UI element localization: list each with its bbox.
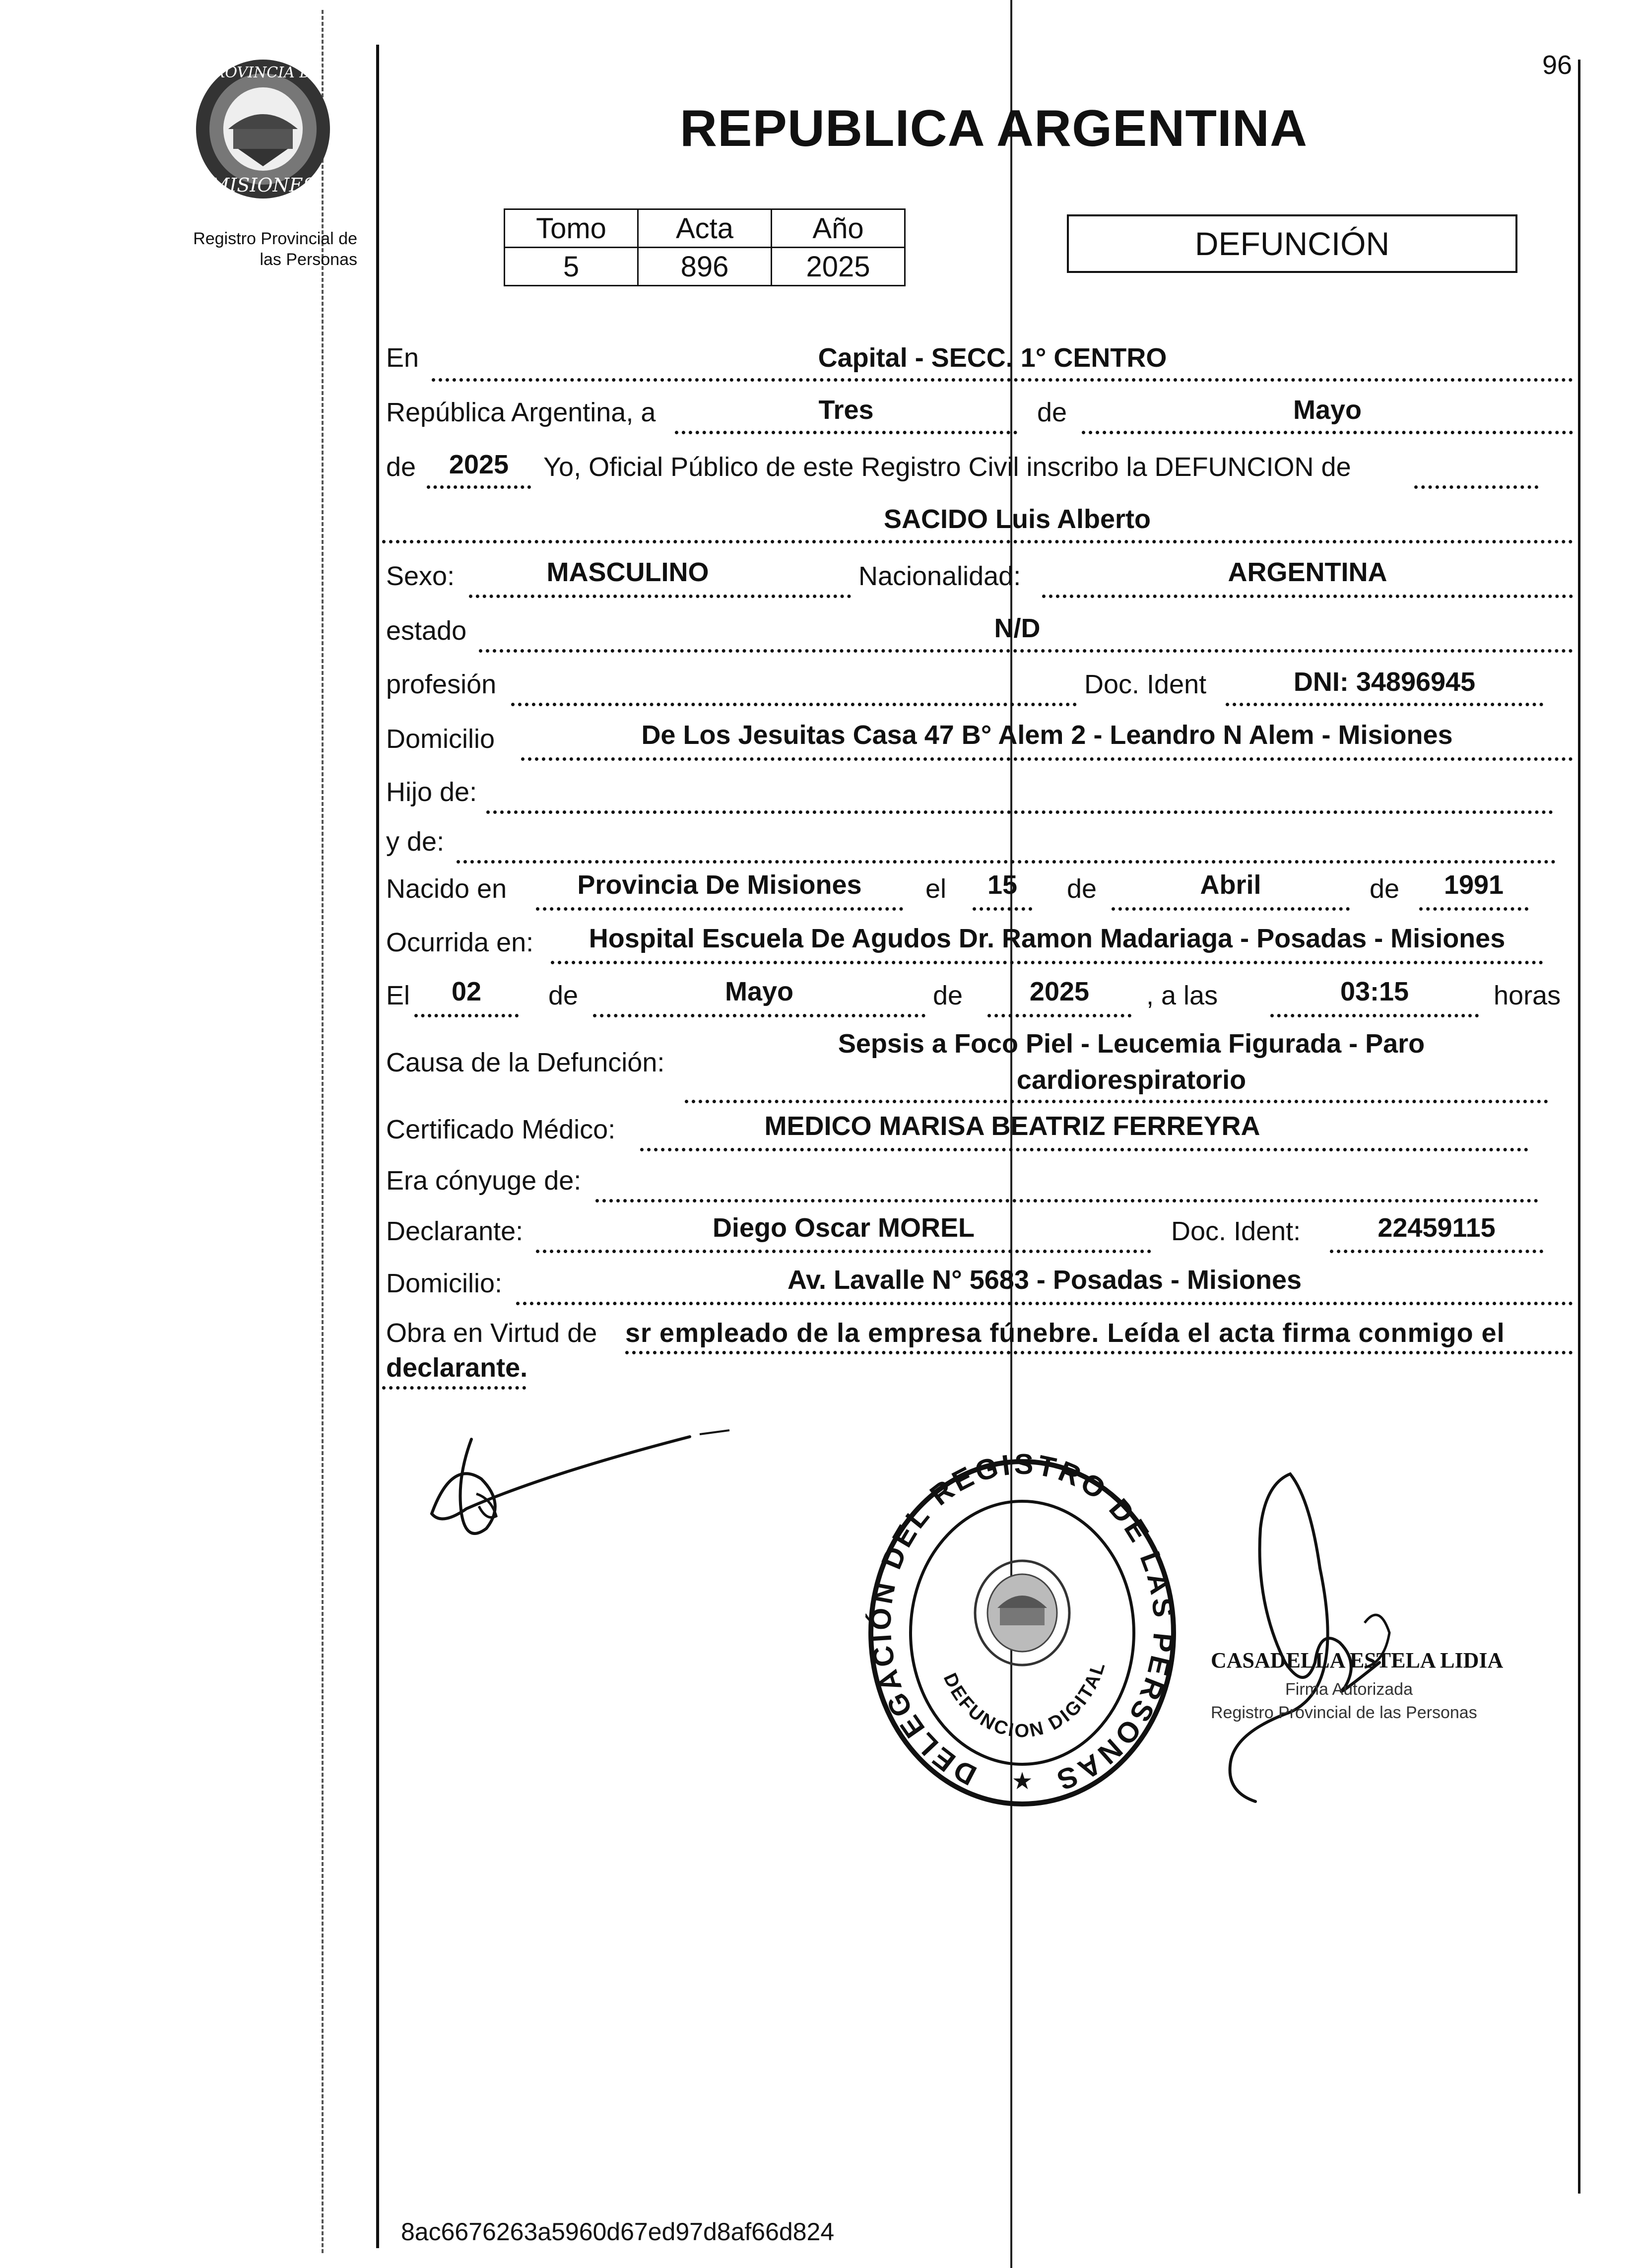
death-year-line — [987, 1014, 1131, 1017]
year-line — [427, 485, 531, 489]
registry-label — [159, 228, 357, 270]
doc-ident-label: Doc. Ident — [1084, 669, 1207, 699]
causa-line1: Sepsis a Foco Piel - Leucemia Figurada - Paro — [838, 1029, 1425, 1059]
obra-value-line2: declarante. — [386, 1353, 528, 1383]
signatory-role-line2: Registro Provincial de las Personas — [1211, 1703, 1477, 1722]
nacido-label: Nacido en — [386, 874, 507, 904]
birth-day-value: 15 — [987, 870, 1018, 900]
domicilio-line — [521, 757, 1573, 761]
de-label-2: de — [386, 452, 416, 482]
sexo-value: MASCULINO — [546, 557, 709, 587]
document-hash: 8ac6676263a5960d67ed97d8af66d824 — [401, 2218, 835, 2246]
en-value: Capital - SECC. 1° CENTRO — [818, 343, 1167, 373]
stamp-emblem-icon — [975, 1561, 1069, 1665]
ocurrida-line — [551, 961, 1543, 964]
svg-text:PROVINCIA DE: PROVINCIA DE — [203, 64, 323, 81]
de-label-6: de — [933, 981, 963, 1010]
province-seal — [191, 55, 335, 203]
domicilio-label: Domicilio — [386, 724, 495, 754]
registry-stamp — [863, 1449, 1181, 1816]
page-title: REPUBLICA ARGENTINA — [680, 100, 1308, 157]
oficial-tail-line — [1414, 485, 1538, 489]
tomo-value: 5 — [505, 248, 638, 286]
causa-line — [685, 1100, 1548, 1103]
obra-line1 — [625, 1351, 1573, 1354]
y-de-line — [457, 860, 1556, 864]
de-label-3: de — [1067, 874, 1097, 904]
hijo-line — [486, 810, 1553, 814]
declarante-line — [536, 1250, 1151, 1253]
en-label: En — [386, 343, 419, 373]
ano-value: 2025 — [772, 248, 905, 286]
oficial-text: Yo, Oficial Público de este Registro Civil inscribo la DEFUNCION de — [543, 452, 1351, 482]
causa-line2: cardiorespiratorio — [1016, 1065, 1247, 1095]
page-number: 96 — [1542, 50, 1573, 80]
nacido-line — [536, 907, 903, 911]
right-margin-rule — [1578, 60, 1580, 2194]
ocurrida-label: Ocurrida en: — [386, 928, 534, 957]
birth-year-value: 1991 — [1444, 870, 1504, 900]
profesion-line — [511, 703, 1077, 706]
day-word-line — [675, 431, 1017, 434]
estado-value: N/D — [994, 613, 1041, 643]
registry-label-line2: las Personas — [260, 250, 357, 269]
obra-label: Obra en Virtud de — [386, 1318, 597, 1348]
death-day-line — [414, 1014, 519, 1017]
nacionalidad-value: ARGENTINA — [1228, 557, 1387, 587]
domicilio2-label: Domicilio: — [386, 1268, 503, 1298]
causa-label: Causa de la Defunción: — [386, 1048, 665, 1077]
nacionalidad-label: Nacionalidad: — [858, 561, 1021, 591]
ocurrida-value: Hospital Escuela De Agudos Dr. Ramon Madariaga - Posadas - Misiones — [589, 924, 1506, 953]
republica-label: República Argentina, a — [386, 398, 656, 427]
sexo-label: Sexo: — [386, 561, 455, 591]
death-month-value: Mayo — [724, 977, 794, 1006]
nacionalidad-line — [1042, 595, 1573, 598]
death-month-line — [593, 1014, 925, 1017]
doc-ident-line — [1226, 703, 1543, 706]
tomo-header: Tomo — [505, 209, 638, 248]
declarant-signature — [422, 1419, 769, 1578]
birth-month-line — [1112, 907, 1350, 911]
de-label-4: de — [1370, 874, 1400, 904]
month-word-value: Mayo — [1293, 395, 1362, 425]
left-margin-rule — [376, 45, 379, 2248]
sexo-line — [469, 595, 851, 598]
y-de-label: y de: — [386, 827, 445, 857]
certificado-label: Certificado Médico: — [386, 1115, 616, 1144]
a-las-label: , a las — [1146, 981, 1218, 1010]
de-label-5: de — [548, 981, 579, 1010]
death-time-value: 03:15 — [1340, 977, 1409, 1006]
certificado-value: MEDICO MARISA BEATRIZ FERREYRA — [764, 1111, 1260, 1141]
estado-line — [479, 649, 1573, 653]
registry-label-line1: Registro Provincial de — [193, 229, 357, 248]
birth-month-value: Abril — [1200, 870, 1261, 900]
death-year-value: 2025 — [1029, 977, 1090, 1006]
reference-value-row — [505, 248, 905, 286]
en-line — [432, 378, 1573, 382]
year-value: 2025 — [449, 450, 509, 479]
declarante-doc-line — [1330, 1250, 1543, 1253]
official-signature — [1216, 1454, 1424, 1811]
doc-ident-value: DNI: 34896945 — [1293, 667, 1476, 697]
declarante-doc-value: 22459115 — [1378, 1213, 1496, 1243]
signatory-role-line1: Firma Autorizada — [1285, 1680, 1413, 1699]
record-type-box: DEFUNCIÓN — [1067, 214, 1517, 273]
svg-text:DELEGACIÓN DEL REGISTRO DE LAS: DELEGACIÓN DEL REGISTRO DE LAS PERSONAS — [864, 1449, 1180, 1798]
death-day-value: 02 — [451, 977, 482, 1006]
stamp-star-icon: ★ — [1011, 1768, 1033, 1795]
misiones-seal-emblem — [191, 55, 335, 203]
ano-header: Año — [772, 209, 905, 248]
obra-line2 — [382, 1386, 526, 1390]
hijo-label: Hijo de: — [386, 777, 477, 807]
svg-text:DEFUNCION DIGITAL: DEFUNCION DIGITAL — [939, 1658, 1110, 1742]
profesion-label: profesión — [386, 669, 497, 699]
birth-year-line — [1419, 907, 1528, 911]
deceased-name: SACIDO Luis Alberto — [883, 504, 1151, 534]
death-time-line — [1270, 1014, 1479, 1017]
acta-value: 896 — [638, 248, 772, 286]
month-word-line — [1082, 431, 1573, 434]
conyuge-line — [595, 1199, 1538, 1202]
obra-value-line1: sr empleado de la empresa fúnebre. Leída el acta firma conmigo el — [625, 1318, 1505, 1348]
estado-label: estado — [386, 616, 467, 646]
left-dashed-rule — [322, 10, 324, 2253]
birth-day-line — [973, 907, 1032, 911]
conyuge-label: Era cónyuge de: — [386, 1166, 582, 1196]
de-label-1: de — [1037, 398, 1067, 427]
el-label: el — [925, 874, 947, 904]
declarante-label: Declarante: — [386, 1216, 524, 1246]
reference-header-row — [505, 209, 905, 248]
certificado-line — [640, 1148, 1528, 1151]
svg-text:MISIONES: MISIONES — [210, 174, 316, 196]
declarante-value: Diego Oscar MOREL — [712, 1213, 975, 1243]
nacido-value: Provincia De Misiones — [577, 870, 862, 900]
deceased-name-line — [382, 540, 1573, 543]
el-upper-label: El — [386, 981, 410, 1010]
signatory-name: CASADELLA ESTELA LIDIA — [1211, 1648, 1504, 1672]
domicilio-value: De Los Jesuitas Casa 47 B° Alem 2 - Leandro N Alem - Misiones — [641, 720, 1453, 750]
domicilio2-value: Av. Lavalle N° 5683 - Posadas - Misiones — [787, 1265, 1302, 1295]
day-word-value: Tres — [818, 395, 874, 425]
declarante-doc-label: Doc. Ident: — [1171, 1216, 1301, 1246]
acta-header: Acta — [638, 209, 772, 248]
domicilio2-line — [516, 1302, 1573, 1305]
reference-table — [504, 208, 906, 286]
horas-label: horas — [1494, 981, 1561, 1010]
